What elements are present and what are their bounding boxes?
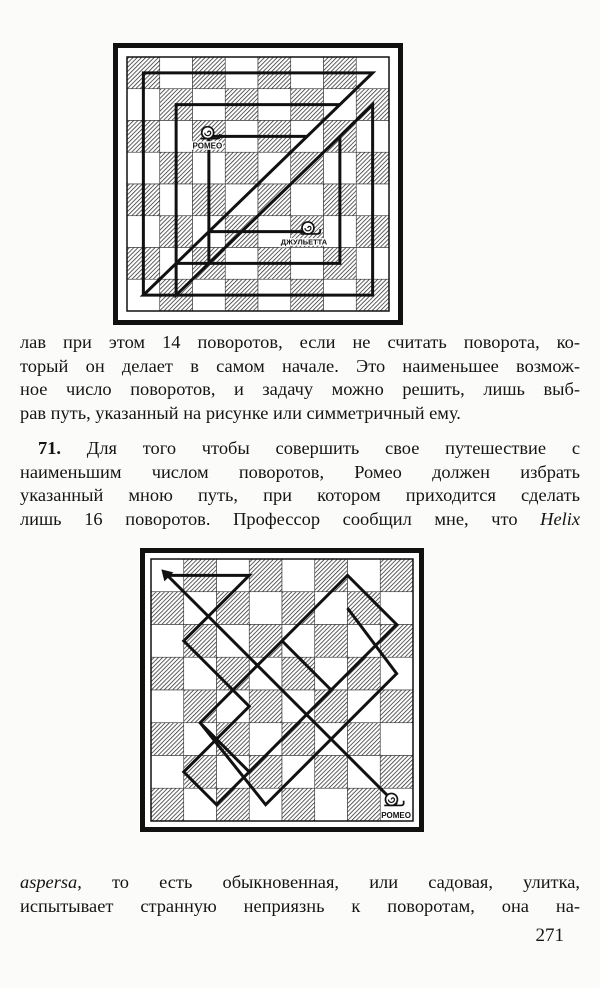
piece-label: РОМЕО [381,811,411,820]
board-square [282,559,315,592]
board-square [184,657,217,690]
piece-label: ДЖУЛЬЕТТА [280,237,328,247]
latin-term: aspersa [20,872,78,892]
board-square [315,690,348,723]
board-square [380,756,413,789]
board-square [315,788,348,821]
board-square [291,184,324,216]
board-square [249,625,282,658]
board-square [151,756,184,789]
text-line: ное число поворотов, и задачу можно решить, лишь выб- [20,379,580,399]
board-square [151,788,184,821]
board-square [151,690,184,723]
board-square [184,788,217,821]
board-square [217,690,250,723]
board-square [217,592,250,625]
text-line: наименьшим числом поворотов, Ромео должен избрать [20,461,580,482]
board-square [249,723,282,756]
board-square [225,152,258,184]
board-square [249,690,282,723]
figure-1-chessboard [113,43,403,325]
text-run: лишь 16 поворотов. Профессор сообщил мне, что [20,508,541,529]
board-square [217,756,250,789]
board-square [282,723,315,756]
paragraph-71 [20,437,580,531]
figure-2-chessboard [140,548,424,832]
board-square [315,592,348,625]
paragraph-71-continuation [20,871,580,918]
board-square [348,559,381,592]
board-square [184,690,217,723]
board-square [249,559,282,592]
board-square [348,657,381,690]
board-square [315,625,348,658]
figure-2-board-drawing [140,548,424,832]
problem-number: 71. [38,438,61,458]
board-square [380,559,413,592]
board-square [151,657,184,690]
board-square [380,625,413,658]
board-square [282,788,315,821]
board-square [315,559,348,592]
text-line [20,437,580,461]
text-line: торый он делает в самом начале. Это наименьшее возмож- [20,355,580,376]
text-line: рав путь, указанный на рисунке или симметричный ему. [20,402,461,423]
text-line [20,508,580,532]
text-line: указанный мною путь, при котором приходится сделать [20,485,580,505]
board-square [282,625,315,658]
board-square [151,592,184,625]
piece-label: РОМЕО [192,141,223,151]
board-square [348,592,381,625]
board-square [282,657,315,690]
board-square [380,723,413,756]
board-square [315,756,348,789]
board-square [282,592,315,625]
board-square [249,756,282,789]
text-line: испытывает странную неприязнь к поворотам, она на- [20,895,580,916]
board-square [217,657,250,690]
text-run: Для того чтобы совершить свое путешествие с [61,438,580,458]
text-line [20,871,580,895]
board-square [380,592,413,625]
paragraph-70-continuation [20,331,580,425]
text-line: лав при этом 14 поворотов, если не считать поворота, ко- [20,332,580,352]
board-square [249,592,282,625]
text-run: , то есть обыкновенная, или садовая, улитка, [77,872,580,892]
board-square [184,756,217,789]
board-square [348,788,381,821]
figure-1-board-drawing [113,43,403,325]
board-square [315,657,348,690]
board-square [348,723,381,756]
board-square [151,723,184,756]
page-number: 271 [535,925,564,946]
board-square [380,690,413,723]
board-square [217,788,250,821]
latin-term: Helix [540,508,580,529]
board-square [184,625,217,658]
board-square [151,625,184,658]
